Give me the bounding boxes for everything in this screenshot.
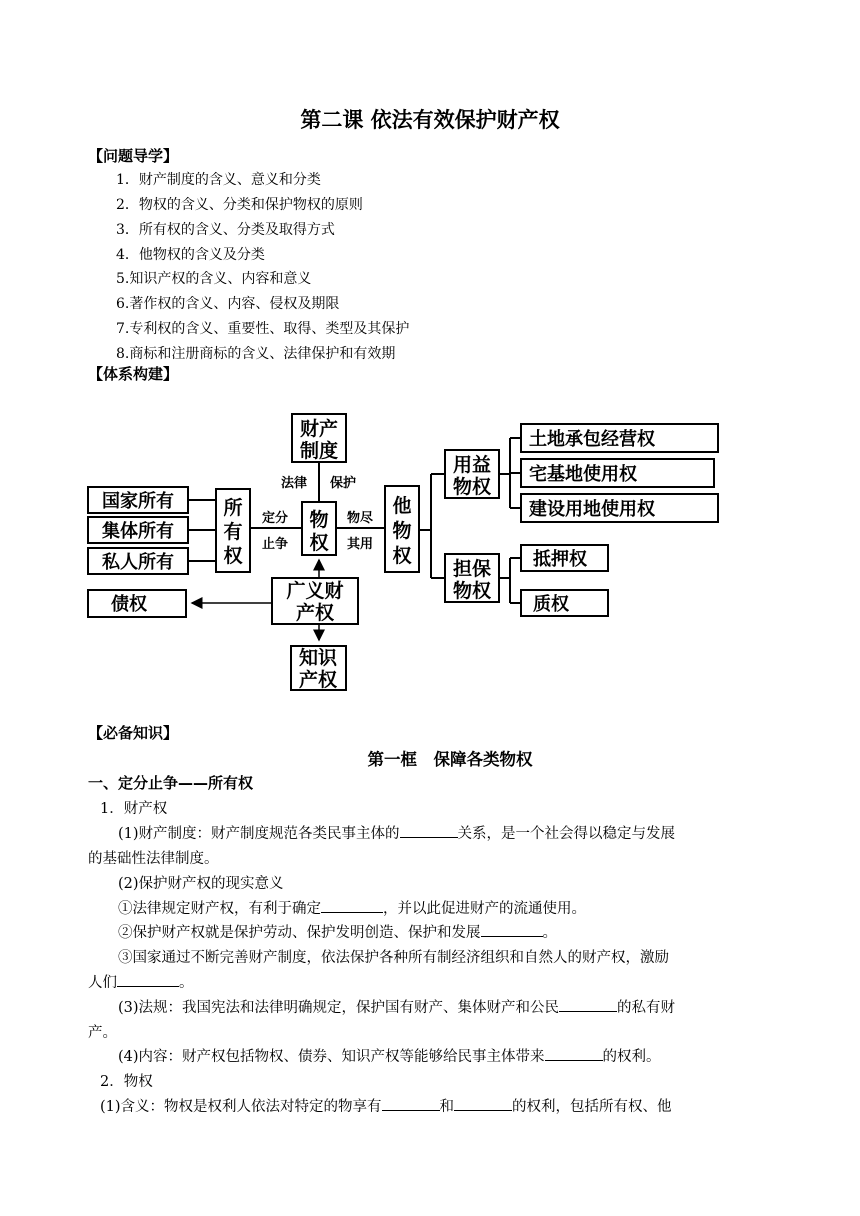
- label-wujin: 物尽: [346, 511, 374, 526]
- zhishi-line2: 产权: [298, 669, 338, 691]
- fill-blank[interactable]: [545, 1046, 603, 1061]
- label-dingfen: 定分: [261, 511, 289, 526]
- text-segment: ②保护财产权就是保护劳动、保护发明创造、保护和发展: [118, 925, 481, 941]
- tudi-label: 土地承包经营权: [529, 429, 655, 450]
- text-segment: 和: [439, 1099, 455, 1115]
- label-qiyong: 其用: [346, 537, 374, 552]
- page-title: 第二课 依法有效保护财产权: [300, 107, 560, 132]
- guangyi-line2: 产权: [295, 602, 335, 624]
- zhaiji-label: 宅基地使用权: [529, 464, 637, 485]
- text-segment: 的权利。: [602, 1049, 661, 1065]
- text-segment: (4)内容：财产权包括物权、债券、知识产权等能够给民事主体带来: [118, 1049, 545, 1065]
- heading-ownership: 一、定分止争——所有权: [88, 774, 254, 792]
- jianshe-label: 建设用地使用权: [529, 499, 655, 520]
- label-zhizheng: 止争: [261, 537, 289, 552]
- danbao-line2: 物权: [452, 580, 492, 602]
- fill-blank[interactable]: [481, 922, 543, 937]
- paragraph-line: [118, 1045, 661, 1066]
- list-item: 3．所有权的含义、分类及取得方式: [116, 222, 335, 238]
- wuquan-char2: 权: [309, 532, 329, 554]
- label-falv: 法律: [280, 476, 308, 491]
- paragraph-line: [118, 921, 557, 942]
- guojia-label: 国家所有: [102, 491, 174, 512]
- zhishi-line1: 知识: [298, 647, 338, 669]
- guangyi-line1: 广义财: [286, 580, 344, 602]
- text-segment: 的权利，包括所有权、他: [512, 1099, 672, 1115]
- fill-blank[interactable]: [454, 1096, 512, 1111]
- caichan-zhidu-line2: 制度: [299, 440, 339, 462]
- list-item: 1．财产制度的含义、意义和分类: [116, 172, 321, 188]
- suoyou-char1: 所: [223, 497, 243, 519]
- list-item: 7.专利权的含义、重要性、取得、类型及其保护: [116, 321, 410, 337]
- section-system: 【体系构建】: [88, 365, 179, 383]
- zhaiquan-label: 债权: [111, 594, 147, 615]
- label-baohu: 保护: [329, 476, 357, 491]
- subheading-property-right: 1．财产权: [100, 801, 168, 817]
- paragraph-line: [118, 996, 675, 1017]
- paragraph-line: [118, 822, 675, 843]
- text-segment: ，并以此促进财产的流通使用。: [383, 901, 586, 917]
- paragraph-line: (2)保护财产权的现实意义: [118, 876, 284, 892]
- text-segment: 。: [542, 925, 557, 941]
- fill-blank[interactable]: [559, 997, 617, 1012]
- yongyi-line1: 用益: [452, 454, 492, 476]
- list-item: 4．他物权的含义及分类: [116, 247, 265, 263]
- jiti-label: 集体所有: [102, 521, 174, 542]
- paragraph-line: 产。: [88, 1025, 117, 1041]
- tawu-char2: 物: [392, 520, 412, 542]
- fill-blank[interactable]: [382, 1096, 440, 1111]
- list-item: 2．物权的含义、分类和保护物权的原则: [116, 197, 363, 213]
- text-segment: 人们: [88, 975, 117, 991]
- siren-label: 私人所有: [102, 552, 174, 573]
- text-segment: 。: [179, 975, 194, 991]
- text-segment: (3)法规：我国宪法和法律明确规定，保护国有财产、集体财产和公民: [118, 1000, 560, 1016]
- fill-blank[interactable]: [117, 972, 179, 987]
- fill-blank[interactable]: [321, 898, 383, 913]
- zhiquan-label: 质权: [533, 594, 569, 615]
- list-item: 8.商标和注册商标的含义、法律保护和有效期: [116, 346, 396, 362]
- text-segment: 关系，是一个社会得以稳定与发展: [457, 826, 676, 842]
- list-item: 5.知识产权的含义、内容和意义: [116, 271, 312, 287]
- tawu-char1: 他: [392, 495, 412, 517]
- paragraph-line: 的基础性法律制度。: [88, 851, 219, 867]
- section-knowledge: 【必备知识】: [88, 724, 179, 742]
- frame-title: 第一框 保障各类物权: [367, 750, 533, 769]
- paragraph-line: [100, 1095, 672, 1116]
- suoyou-char3: 权: [223, 545, 243, 567]
- text-segment: (1)含义：物权是权利人依法对特定的物享有: [100, 1099, 382, 1115]
- list-item: 6.著作权的含义、内容、侵权及期限: [116, 296, 340, 312]
- section-problem-guide: 【问题导学】: [88, 147, 179, 165]
- paragraph-line: ③国家通过不断完善财产制度，依法保护各种所有制经济组织和自然人的财产权，激励: [118, 950, 669, 966]
- wuquan-char1: 物: [309, 509, 329, 531]
- text-segment: 的私有财: [617, 1000, 676, 1016]
- paragraph-line: [88, 971, 194, 992]
- text-segment: (1)财产制度：财产制度规范各类民事主体的: [118, 826, 400, 842]
- paragraph-line: [118, 897, 586, 918]
- subheading-real-right: 2．物权: [100, 1074, 153, 1090]
- suoyou-char2: 有: [223, 521, 243, 543]
- text-segment: ①法律规定财产权，有利于确定: [118, 901, 321, 917]
- tawu-char3: 权: [392, 545, 412, 567]
- danbao-line1: 担保: [452, 558, 492, 580]
- diya-label: 抵押权: [533, 549, 587, 570]
- caichan-zhidu-line1: 财产: [299, 418, 339, 440]
- fill-blank[interactable]: [400, 823, 458, 838]
- yongyi-line2: 物权: [452, 476, 492, 498]
